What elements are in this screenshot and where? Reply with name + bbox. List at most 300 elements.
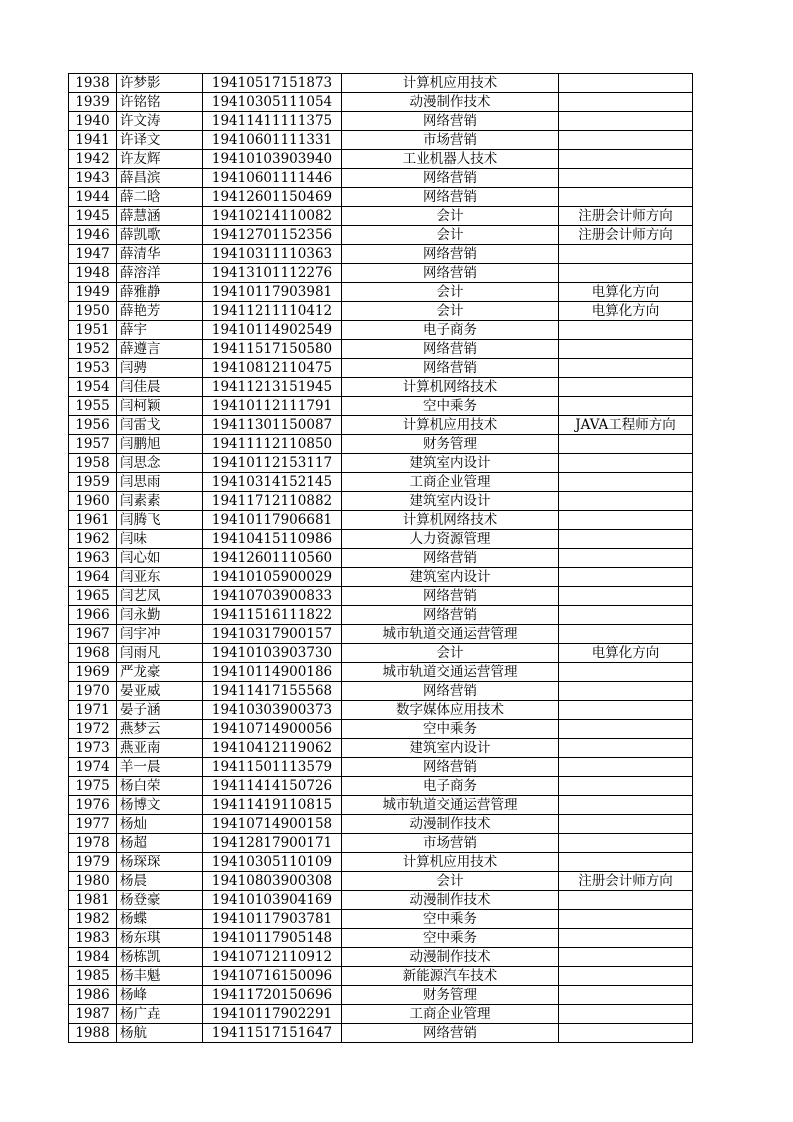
row-number-cell: 1983	[69, 929, 117, 948]
row-number-cell: 1978	[69, 834, 117, 853]
row-number-cell: 1962	[69, 530, 117, 549]
major-cell: 工商企业管理	[342, 473, 559, 492]
student-name-cell: 许友辉	[117, 150, 203, 169]
student-name-cell: 闫鹏旭	[117, 435, 203, 454]
student-name-cell: 闫宇冲	[117, 625, 203, 644]
row-number-cell: 1951	[69, 321, 117, 340]
student-id-cell: 19410601111331	[203, 131, 342, 150]
student-id-cell: 19413101112276	[203, 264, 342, 283]
student-id-cell: 19410716150096	[203, 967, 342, 986]
major-cell: 网络营销	[342, 359, 559, 378]
table-row	[69, 796, 693, 815]
student-name-cell: 闫雨凡	[117, 644, 203, 663]
row-number-cell: 1938	[69, 74, 117, 93]
student-name-cell: 闫思雨	[117, 473, 203, 492]
row-number-cell: 1955	[69, 397, 117, 416]
student-id-cell: 19411720150696	[203, 986, 342, 1005]
major-cell: 工业机器人技术	[342, 150, 559, 169]
row-number-cell: 1960	[69, 492, 117, 511]
row-number-cell: 1966	[69, 606, 117, 625]
row-number-cell: 1967	[69, 625, 117, 644]
student-id-cell: 19410415110986	[203, 530, 342, 549]
student-name-cell: 杨超	[117, 834, 203, 853]
student-id-cell: 19410412119062	[203, 739, 342, 758]
specialization-cell	[559, 758, 693, 777]
student-id-cell: 19410117905148	[203, 929, 342, 948]
row-number-cell: 1985	[69, 967, 117, 986]
student-id-cell: 19410601111446	[203, 169, 342, 188]
table-row	[69, 302, 693, 321]
row-number-cell: 1971	[69, 701, 117, 720]
major-cell: 空中乘务	[342, 397, 559, 416]
student-roster-table	[68, 73, 693, 1043]
table-row	[69, 93, 693, 112]
table-row	[69, 644, 693, 663]
specialization-cell	[559, 93, 693, 112]
row-number-cell: 1942	[69, 150, 117, 169]
student-id-cell: 19410103903730	[203, 644, 342, 663]
specialization-cell	[559, 378, 693, 397]
student-id-cell: 19411414150726	[203, 777, 342, 796]
specialization-cell	[559, 321, 693, 340]
table-row	[69, 492, 693, 511]
table-row	[69, 112, 693, 131]
specialization-cell	[559, 720, 693, 739]
student-id-cell: 19410305110109	[203, 853, 342, 872]
specialization-cell	[559, 834, 693, 853]
major-cell: 网络营销	[342, 606, 559, 625]
student-id-cell: 19411419110815	[203, 796, 342, 815]
major-cell: 计算机网络技术	[342, 378, 559, 397]
specialization-cell	[559, 359, 693, 378]
row-number-cell: 1984	[69, 948, 117, 967]
major-cell: 建筑室内设计	[342, 739, 559, 758]
major-cell: 动漫制作技术	[342, 93, 559, 112]
row-number-cell: 1963	[69, 549, 117, 568]
specialization-cell: 电算化方向	[559, 283, 693, 302]
major-cell: 城市轨道交通运营管理	[342, 625, 559, 644]
student-name-cell: 闫思念	[117, 454, 203, 473]
major-cell: 动漫制作技术	[342, 948, 559, 967]
student-name-cell: 薛昌滨	[117, 169, 203, 188]
major-cell: 计算机网络技术	[342, 511, 559, 530]
table-row	[69, 1024, 693, 1043]
specialization-cell	[559, 530, 693, 549]
student-name-cell: 严龙豪	[117, 663, 203, 682]
row-number-cell: 1949	[69, 283, 117, 302]
student-name-cell: 薛二晗	[117, 188, 203, 207]
major-cell: 网络营销	[342, 188, 559, 207]
specialization-cell	[559, 264, 693, 283]
row-number-cell: 1969	[69, 663, 117, 682]
student-id-cell: 19410303900373	[203, 701, 342, 720]
student-name-cell: 闫柯颖	[117, 397, 203, 416]
table-row	[69, 682, 693, 701]
major-cell: 财务管理	[342, 986, 559, 1005]
student-id-cell: 19411213151945	[203, 378, 342, 397]
table-row	[69, 397, 693, 416]
student-id-cell: 19411211110412	[203, 302, 342, 321]
table-row	[69, 910, 693, 929]
specialization-cell	[559, 74, 693, 93]
table-row	[69, 207, 693, 226]
specialization-cell	[559, 473, 693, 492]
major-cell: 会计	[342, 207, 559, 226]
table-row	[69, 454, 693, 473]
row-number-cell: 1986	[69, 986, 117, 1005]
specialization-cell	[559, 397, 693, 416]
row-number-cell: 1987	[69, 1005, 117, 1024]
row-number-cell: 1957	[69, 435, 117, 454]
specialization-cell	[559, 929, 693, 948]
major-cell: 网络营销	[342, 264, 559, 283]
student-name-cell: 燕亚南	[117, 739, 203, 758]
student-id-cell: 19410114902549	[203, 321, 342, 340]
student-name-cell: 许梦影	[117, 74, 203, 93]
row-number-cell: 1980	[69, 872, 117, 891]
student-name-cell: 燕梦云	[117, 720, 203, 739]
student-id-cell: 19410117902291	[203, 1005, 342, 1024]
major-cell: 城市轨道交通运营管理	[342, 796, 559, 815]
student-name-cell: 羊一晨	[117, 758, 203, 777]
specialization-cell	[559, 796, 693, 815]
student-name-cell: 杨琛琛	[117, 853, 203, 872]
student-name-cell: 杨栋凯	[117, 948, 203, 967]
table-row	[69, 74, 693, 93]
student-name-cell: 薛溶洋	[117, 264, 203, 283]
table-row	[69, 834, 693, 853]
major-cell: 动漫制作技术	[342, 891, 559, 910]
specialization-cell	[559, 112, 693, 131]
student-name-cell: 杨广垚	[117, 1005, 203, 1024]
student-id-cell: 19411411111375	[203, 112, 342, 131]
student-id-cell: 19410712110912	[203, 948, 342, 967]
row-number-cell: 1953	[69, 359, 117, 378]
specialization-cell	[559, 663, 693, 682]
student-name-cell: 薛宇	[117, 321, 203, 340]
student-id-cell: 19410714900056	[203, 720, 342, 739]
row-number-cell: 1988	[69, 1024, 117, 1043]
specialization-cell	[559, 492, 693, 511]
major-cell: 工商企业管理	[342, 1005, 559, 1024]
table-row	[69, 967, 693, 986]
major-cell: 电子商务	[342, 777, 559, 796]
student-id-cell: 19410803900308	[203, 872, 342, 891]
roster-body	[69, 74, 693, 1043]
student-id-cell: 19411301150087	[203, 416, 342, 435]
student-name-cell: 杨登豪	[117, 891, 203, 910]
specialization-cell	[559, 606, 693, 625]
major-cell: 动漫制作技术	[342, 815, 559, 834]
student-name-cell: 薛遵言	[117, 340, 203, 359]
specialization-cell: 注册会计师方向	[559, 226, 693, 245]
specialization-cell	[559, 1005, 693, 1024]
table-row	[69, 378, 693, 397]
major-cell: 新能源汽车技术	[342, 967, 559, 986]
student-id-cell: 19410112153117	[203, 454, 342, 473]
specialization-cell	[559, 549, 693, 568]
student-id-cell: 19411417155568	[203, 682, 342, 701]
major-cell: 财务管理	[342, 435, 559, 454]
row-number-cell: 1939	[69, 93, 117, 112]
student-name-cell: 许译文	[117, 131, 203, 150]
student-name-cell: 杨灿	[117, 815, 203, 834]
major-cell: 建筑室内设计	[342, 454, 559, 473]
specialization-cell: 注册会计师方向	[559, 207, 693, 226]
table-row	[69, 226, 693, 245]
major-cell: 网络营销	[342, 340, 559, 359]
specialization-cell	[559, 435, 693, 454]
row-number-cell: 1945	[69, 207, 117, 226]
major-cell: 网络营销	[342, 1024, 559, 1043]
major-cell: 计算机应用技术	[342, 416, 559, 435]
table-row	[69, 815, 693, 834]
table-row	[69, 929, 693, 948]
student-name-cell: 杨丰魁	[117, 967, 203, 986]
row-number-cell: 1961	[69, 511, 117, 530]
row-number-cell: 1954	[69, 378, 117, 397]
row-number-cell: 1944	[69, 188, 117, 207]
row-number-cell: 1946	[69, 226, 117, 245]
major-cell: 会计	[342, 302, 559, 321]
row-number-cell: 1959	[69, 473, 117, 492]
student-id-cell: 19410117903981	[203, 283, 342, 302]
specialization-cell: JAVA工程师方向	[559, 416, 693, 435]
table-row	[69, 701, 693, 720]
major-cell: 网络营销	[342, 758, 559, 777]
major-cell: 计算机应用技术	[342, 853, 559, 872]
specialization-cell	[559, 853, 693, 872]
student-id-cell: 19411517150580	[203, 340, 342, 359]
student-name-cell: 杨峰	[117, 986, 203, 1005]
table-row	[69, 188, 693, 207]
student-name-cell: 杨晨	[117, 872, 203, 891]
student-name-cell: 杨东琪	[117, 929, 203, 948]
row-number-cell: 1973	[69, 739, 117, 758]
student-id-cell: 19412817900171	[203, 834, 342, 853]
specialization-cell	[559, 682, 693, 701]
specialization-cell	[559, 777, 693, 796]
row-number-cell: 1982	[69, 910, 117, 929]
student-id-cell: 19410517151873	[203, 74, 342, 93]
student-name-cell: 闫佳晨	[117, 378, 203, 397]
student-id-cell: 19410103903940	[203, 150, 342, 169]
student-id-cell: 19410117906681	[203, 511, 342, 530]
row-number-cell: 1976	[69, 796, 117, 815]
student-name-cell: 薛艳芳	[117, 302, 203, 321]
major-cell: 空中乘务	[342, 910, 559, 929]
student-name-cell: 闫亚东	[117, 568, 203, 587]
major-cell: 建筑室内设计	[342, 568, 559, 587]
student-name-cell: 薛清华	[117, 245, 203, 264]
specialization-cell	[559, 245, 693, 264]
major-cell: 网络营销	[342, 245, 559, 264]
specialization-cell	[559, 454, 693, 473]
table-row	[69, 169, 693, 188]
major-cell: 会计	[342, 644, 559, 663]
specialization-cell: 电算化方向	[559, 302, 693, 321]
major-cell: 空中乘务	[342, 929, 559, 948]
table-row	[69, 853, 693, 872]
student-name-cell: 闫素素	[117, 492, 203, 511]
student-id-cell: 19410117903781	[203, 910, 342, 929]
row-number-cell: 1964	[69, 568, 117, 587]
student-name-cell: 杨白荣	[117, 777, 203, 796]
student-id-cell: 19412701152356	[203, 226, 342, 245]
table-row	[69, 872, 693, 891]
table-row	[69, 720, 693, 739]
table-row	[69, 891, 693, 910]
student-id-cell: 19410114900186	[203, 663, 342, 682]
student-name-cell: 闫心如	[117, 549, 203, 568]
student-name-cell: 闫腾飞	[117, 511, 203, 530]
major-cell: 市场营销	[342, 834, 559, 853]
row-number-cell: 1970	[69, 682, 117, 701]
table-row	[69, 1005, 693, 1024]
table-row	[69, 606, 693, 625]
student-id-cell: 19410703900833	[203, 587, 342, 606]
specialization-cell	[559, 967, 693, 986]
specialization-cell	[559, 815, 693, 834]
major-cell: 数字媒体应用技术	[342, 701, 559, 720]
specialization-cell	[559, 701, 693, 720]
row-number-cell: 1965	[69, 587, 117, 606]
table-row	[69, 131, 693, 150]
table-row	[69, 530, 693, 549]
student-name-cell: 许文涛	[117, 112, 203, 131]
student-name-cell: 薛雅静	[117, 283, 203, 302]
table-row	[69, 549, 693, 568]
row-number-cell: 1977	[69, 815, 117, 834]
student-name-cell: 闫永勤	[117, 606, 203, 625]
major-cell: 人力资源管理	[342, 530, 559, 549]
student-name-cell: 杨博文	[117, 796, 203, 815]
major-cell: 电子商务	[342, 321, 559, 340]
student-name-cell: 闫骋	[117, 359, 203, 378]
major-cell: 会计	[342, 872, 559, 891]
student-name-cell: 杨航	[117, 1024, 203, 1043]
row-number-cell: 1972	[69, 720, 117, 739]
specialization-cell	[559, 986, 693, 1005]
row-number-cell: 1958	[69, 454, 117, 473]
specialization-cell: 注册会计师方向	[559, 872, 693, 891]
student-name-cell: 晏亚威	[117, 682, 203, 701]
table-row	[69, 359, 693, 378]
table-row	[69, 340, 693, 359]
student-id-cell: 19411516111822	[203, 606, 342, 625]
specialization-cell	[559, 625, 693, 644]
table-row	[69, 511, 693, 530]
row-number-cell: 1943	[69, 169, 117, 188]
major-cell: 会计	[342, 283, 559, 302]
table-row	[69, 986, 693, 1005]
major-cell: 空中乘务	[342, 720, 559, 739]
table-row	[69, 568, 693, 587]
student-id-cell: 19410317900157	[203, 625, 342, 644]
student-name-cell: 许铭铭	[117, 93, 203, 112]
table-row	[69, 245, 693, 264]
student-name-cell: 薛凯歌	[117, 226, 203, 245]
major-cell: 城市轨道交通运营管理	[342, 663, 559, 682]
specialization-cell	[559, 948, 693, 967]
table-row	[69, 150, 693, 169]
student-id-cell: 19410812110475	[203, 359, 342, 378]
student-name-cell: 薛慧涵	[117, 207, 203, 226]
specialization-cell: 电算化方向	[559, 644, 693, 663]
table-row	[69, 663, 693, 682]
table-row	[69, 283, 693, 302]
specialization-cell	[559, 568, 693, 587]
row-number-cell: 1979	[69, 853, 117, 872]
row-number-cell: 1940	[69, 112, 117, 131]
specialization-cell	[559, 188, 693, 207]
table-row	[69, 739, 693, 758]
major-cell: 计算机应用技术	[342, 74, 559, 93]
table-row	[69, 587, 693, 606]
table-row	[69, 948, 693, 967]
student-id-cell: 19410105900029	[203, 568, 342, 587]
major-cell: 网络营销	[342, 169, 559, 188]
row-number-cell: 1950	[69, 302, 117, 321]
student-id-cell: 19410314152145	[203, 473, 342, 492]
student-name-cell: 闫雷戈	[117, 416, 203, 435]
row-number-cell: 1952	[69, 340, 117, 359]
major-cell: 市场营销	[342, 131, 559, 150]
student-id-cell: 19412601150469	[203, 188, 342, 207]
row-number-cell: 1948	[69, 264, 117, 283]
student-id-cell: 19411517151647	[203, 1024, 342, 1043]
student-name-cell: 杨蝶	[117, 910, 203, 929]
table-row	[69, 264, 693, 283]
student-id-cell: 19410103904169	[203, 891, 342, 910]
specialization-cell	[559, 891, 693, 910]
row-number-cell: 1968	[69, 644, 117, 663]
student-id-cell: 19410714900158	[203, 815, 342, 834]
table-row	[69, 416, 693, 435]
student-name-cell: 晏子涵	[117, 701, 203, 720]
student-id-cell: 19410112111791	[203, 397, 342, 416]
major-cell: 网络营销	[342, 587, 559, 606]
student-id-cell: 19412601110560	[203, 549, 342, 568]
major-cell: 建筑室内设计	[342, 492, 559, 511]
major-cell: 网络营销	[342, 682, 559, 701]
specialization-cell	[559, 340, 693, 359]
row-number-cell: 1947	[69, 245, 117, 264]
table-row	[69, 321, 693, 340]
major-cell: 会计	[342, 226, 559, 245]
student-id-cell: 19411712110882	[203, 492, 342, 511]
student-id-cell: 19411501113579	[203, 758, 342, 777]
major-cell: 网络营销	[342, 549, 559, 568]
student-id-cell: 19410311110363	[203, 245, 342, 264]
student-id-cell: 19410305111054	[203, 93, 342, 112]
specialization-cell	[559, 131, 693, 150]
student-id-cell: 19411112110850	[203, 435, 342, 454]
row-number-cell: 1956	[69, 416, 117, 435]
table-row	[69, 435, 693, 454]
table-row	[69, 758, 693, 777]
row-number-cell: 1941	[69, 131, 117, 150]
row-number-cell: 1981	[69, 891, 117, 910]
specialization-cell	[559, 1024, 693, 1043]
table-row	[69, 625, 693, 644]
row-number-cell: 1974	[69, 758, 117, 777]
student-name-cell: 闫艺凤	[117, 587, 203, 606]
student-name-cell: 闫味	[117, 530, 203, 549]
specialization-cell	[559, 169, 693, 188]
row-number-cell: 1975	[69, 777, 117, 796]
major-cell: 网络营销	[342, 112, 559, 131]
